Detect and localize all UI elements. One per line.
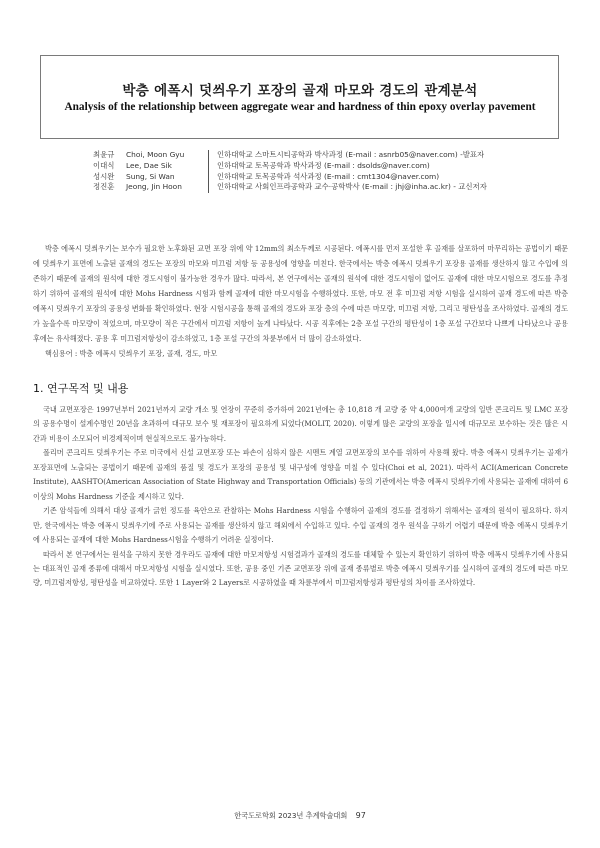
author-row <box>93 182 487 193</box>
author-divider <box>208 161 209 172</box>
author-row <box>93 150 487 161</box>
author-name-en: Choi, Moon Gyu <box>126 150 185 159</box>
section-body <box>33 403 568 591</box>
page-number: 97 <box>355 811 366 820</box>
footer-conference: 한국도로학회 2023년 추계학술대회 <box>234 811 348 820</box>
section-heading: 1. 연구목적 및 내용 <box>33 382 129 395</box>
author-list <box>93 150 487 193</box>
author-name-en: Jeong, Jin Hoon <box>126 182 182 192</box>
author-affiliation: 인하대학교 토목공학과 박사과정 (E-mail : dsolds@naver.com) <box>217 160 430 170</box>
author-row <box>93 172 487 183</box>
abstract-text: 박층 에폭시 덧씌우기는 보수가 필요한 노후화된 교면 포장 위에 약 12mm의 최소두께로 시공된다. 에폭시를 먼저 포설한 후 골재를 살포하여 마무리하는 공법이기 때문에 덧씌우기 표면에 노출된 골재의 경도는 포장의 마모와 미끄럼 저항 등 공용성에 영향을 미친다. 한국에서는 박층 에폭시 덧씌우기 포장용 골재를 생산하지 않고 수입에 의존하기 때문에 골재의 원석에 대한 경도시험이 불가능한 경우가 많다. 따라서, 본 연구에서는 골재의 원석에 대한 경도시험이 없어도 골재에 대한 마모시험으로 경도를 추정하기 위하여 골재의 원석에 대한 Mohs Hardness 시험과 함께 골재에 대한 마모시험을 수행하였다. 또한, 마모 전 후 미끄럼 저항 시험을 실시하여 골재 경도에 따른 박층 에폭시 덧씌우기 포장의 공용성 변화를 확인하였다. 현장 시험시공을 통해 골재의 경도와 포장 층의 수에 따른 마모량, 미끄럼 저항, 그리고 평탄성을 조사하였다. 골재의 경도가 높을수록 마모량이 적었으며, 마모량이 적은 구간에서 미끄럼 저항이 높게 나타났다. 시공 직후에는 2층 포설 구간의 평탄성이 1층 포설 구간보다 나쁘게 나타났으나 공용 후에는 유사해졌다. 공용 후 미끄럼저항성이 감소하였고, 1층 포설 구간의 차륜부에서 더 많이 감소하였다. <box>33 244 568 344</box>
author-name-en: Sung, Si Wan <box>126 171 175 181</box>
author-affiliation: 인하대학교 토목공학과 석사과정 (E-mail : cmt1304@naver.com) <box>217 171 440 181</box>
keywords: 핵심용어 : 박층 에폭시 덧씌우기 포장, 골재, 경도, 마모 <box>45 349 218 359</box>
body-paragraph: 따라서 본 연구에서는 원석을 구하지 못한 경우라도 골재에 대한 마모저항성 시험결과가 골재의 경도를 대체할 수 있는지 확인하기 위하여 박층 에폭시 덧씌우기에 사용되는 대표적인 골재 종류에 대해서 마모저항성 시험을 실시였다. 또한, 공용 중인 기존 교면포장 위에 골재 종류별로 박층 에폭시 덧씌우기를 실시하여 골재의 경도에 따른 마모량, 미끄럼저항성, 평탄성을 비교하였다. 또한 1 Layer와 2 Layers로 시공하였을 때 차륜부에서 미끄럼저항성과 평탄성의 차이를 조사하였다. <box>33 549 568 588</box>
author-row <box>93 161 487 172</box>
author-divider <box>208 182 209 193</box>
author-divider <box>208 172 209 183</box>
author-affiliation: 인하대학교 사회인프라공학과 교수·공학박사 (E-mail : jhj@inha.ac.kr) - 교신저자 <box>217 182 487 192</box>
abstract <box>33 241 568 361</box>
author-name-ko: 최윤규 <box>93 150 115 159</box>
body-paragraph: 폴리머 콘크리트 덧씌우기는 주로 미국에서 신설 교면포장 또는 파손이 심하지 않은 시멘트 계열 교면포장의 보수를 위하여 사용해 왔다. 박층 에폭시 덧씌우기는 골재가 포장표면에 노출되는 공법이기 때문에 골재의 품질 및 경도가 포장의 공용성 및 내구성에 영향을 미칠 수 있다(Choi et al, 2021). 따라서 ACI(American Concrete Institute), AASHTO(American Association of State Highway and Transportation Officials) 등의 기관에서는 박층 에폭시 덧씌우기에 사용되는 골재에 대하여 6이상의 Mohs Hardness 기준을 제시하고 있다. <box>33 448 568 501</box>
body-paragraph: 기존 암석들에 의해서 대상 골재가 긁힌 정도를 육안으로 관찰하는 Mohs Hardness 시험을 수행하여 골재의 경도를 결정하기 위해서는 골재의 원석이 필요하다. 하지만, 한국에서는 박층 에폭시 덧씌우기에 주로 사용되는 골재를 생산하지 않고 해외에서 수입하고 있다. 수입 골재의 경우 원석을 구하기 어렵기 때문에 박층 에폭시 덧씌우기에 사용되는 골재에 대한 Mohs Hardness시험을 수행하기 어려운 실정이다. <box>33 506 568 545</box>
author-name-ko: 이대식 <box>93 160 115 170</box>
page-footer <box>0 811 600 821</box>
author-name-en: Lee, Dae Sik <box>126 160 172 170</box>
author-divider <box>208 150 209 161</box>
body-paragraph: 국내 교면포장은 1997년부터 2021년까지 교량 개소 및 연장이 꾸준히 증가하여 2021년에는 총 10,818 개 교량 중 약 4,000여개 교량의 일반 콘크리트 및 LMC 포장의 공용수명이 설계수명인 20년을 초과하여 대규모 보수 및 재포장이 필요하게 되었다(MOLIT, 2020). 이렇게 많은 교량의 포장을 일시에 대규모로 보수하는 것은 많은 시간과 비용이 소모되어 비경제적이며 현실적으로도 불가능하다. <box>33 405 568 443</box>
author-name-ko: 정진훈 <box>93 182 115 192</box>
author-name-ko: 성시완 <box>93 171 115 181</box>
author-affiliation: 인하대학교 스마트시티공학과 박사과정 (E-mail : asnrb05@naver.com) -발표자 <box>217 150 485 159</box>
title-korean: 박층 에폭시 덧씌우기 포장의 골재 마모와 경도의 관계분석 <box>122 83 478 99</box>
title-english: Analysis of the relationship between aggregate wear and hardness of thin epoxy overlay pavement <box>64 101 536 113</box>
